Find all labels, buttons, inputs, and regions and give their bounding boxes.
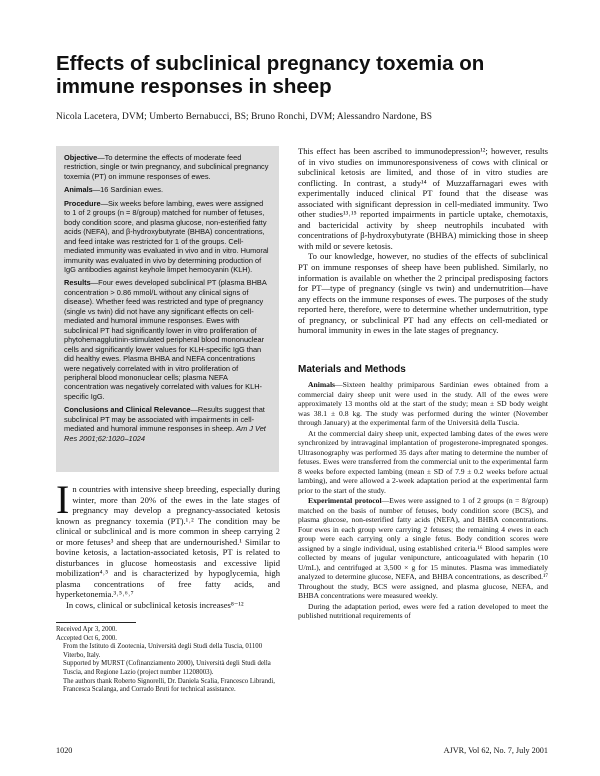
animals-heading: Animals: [64, 185, 93, 195]
methods-paragraph-4: During the adaptation period, ewes were fed a ration developed to meet the published nutritional requirements of: [298, 601, 548, 620]
abstract-animals: Animals—16 Sardinian ewes.: [64, 185, 164, 195]
intro-paragraph-2: In cows, clinical or subclinical ketosis increases⁸⁻¹²: [66, 600, 244, 611]
footnote-separator: [56, 622, 136, 623]
methods-animals-text: Sixteen healthy primiparous Sardinian ewes obtained from a commercial dairy sheep unit were used in the study. All of the ewes were approximately 13 months old at the start of the study; mean ± SD body weight was 38.1 ± 0.8 kg. The study was performed during the winter (November through January) at the experimental farm of the Università della Tuscia.: [298, 380, 548, 427]
results-heading: Results: [64, 278, 91, 288]
abstract-citation: Am J Vet Res 2001;62:1020–1024: [64, 424, 266, 443]
author-list: Nicola Lacetera, DVM; Umberto Bernabucci, BS; Bruno Ronchi, DVM; Alessandro Nardone, BS: [56, 112, 433, 122]
footnote-received: Received Apr 3, 2000.: [56, 626, 117, 633]
abstract-box: [56, 146, 279, 472]
footnotes: [56, 626, 280, 736]
article-title: Effects of subclinical pregnancy toxemia on immune responses in sheep: [56, 52, 485, 98]
protocol-text: Ewes were assigned to 1 of 2 groups (n = 8/group) matched on the basis of number of fetuses, body condition score (BCS), and plasma glucose, non-esterified fatty acids (NEFA), and BHBA concentrations. Four ewes in each group were carrying 2 fetuses; the remaining 4 ewes in each group were each carrying only a single fetus. Body condition scores were assigned by a single individual, using established criteria.¹⁶ Blood samples were collected by means of jugular venipuncture, anticoagulated with heparin (10 U/mL), and centrifuged at 3,500 × g for 15 minutes. Plasma was immediately analyzed to determine glucose, NEFA, and BHBA concentrations, as described.¹⁷ Throughout the study, BCS were assigned, and plasma glucose, NEFA, and BHBA concentrations were measured weekly.: [298, 496, 548, 600]
abstract-objective: Objective—To determine the effects of moderate feed restriction, single or twin pregnancy, and subclinical pregnancy toxemia (PT) on immune responses of ewes.: [64, 153, 269, 181]
methods-animals-heading: Animals: [308, 380, 336, 389]
page-number: 1020: [56, 746, 73, 755]
footnote-affiliation: From the Istituto di Zootecnia, Università degli Studi della Tuscia, 01100 Viterbo, Italy.: [63, 643, 263, 659]
section-heading-methods: Materials and Methods: [298, 364, 406, 375]
procedure-heading: Procedure: [64, 198, 101, 208]
abstract-results: Results—Four ewes developed subclinical PT (plasma BHBA concentration > 0.86 mmol/L without any clinical signs of disease). Whether feed was restricted and type of pregnancy (single vs twin) did not have any significant effects on cell-mediated and humoral immune responses. Ewes with subclinical PT had significantly lower in vitro proliferation of phytohemagglutinin-stimulated peripheral blood mononuclear cells and significantly lower values for KLH-specific IgG than did healthy ewes. Plasma BHBA and NEFA concentrations were negatively correlated with in vitro proliferation of peripheral blood mononuclear cells; plasma NEFA concentration was negatively correlated with values for KLH-specific IgG.: [64, 278, 267, 401]
methods-animals: Animals—Sixteen healthy primiparous Sardinian ewes obtained from a commercial dairy sheep unit were used in the study. All of the ewes were approximately 13 months old at the start of the study; mean ± SD body weight was 38.1 ± 0.8 kg. The study was performed during the winter (November through January) at the experimental farm of the Università della Tuscia.: [298, 380, 548, 427]
objective-text: To determine the effects of moderate feed restriction, single or twin pregnancy, and subclinical pregnancy toxemia (PT) on immune responses of ewes.: [64, 153, 269, 181]
animals-text: 16 Sardinian ewes.: [100, 185, 164, 195]
procedure-text: Six weeks before lambing, ewes were assigned to 1 of 2 groups (n = 8/group) matched for number of fetuses, body condition score, and plasma glucose, non-esterified fatty acids (NEFA), and β-hydroxybutyrate (BHBA) concentrations, and feed intake was restricted for 1 of the groups. Cell-mediated immunity was evaluated in vivo and in vitro. Humoral immunity was evaluated in vivo by determining production of IgG antibodies against keyhole limpet hemocyanin (KLH).: [64, 198, 269, 274]
footnote-acknowledgment: The authors thank Roberto Signorelli, Dr. Daniela Scalia, Francesco Librandi, Francesca Scalanga, and Corrado Bruti for technical assistance.: [63, 677, 275, 694]
objective-heading: Objective: [64, 153, 98, 162]
protocol-heading: Experimental protocol: [308, 496, 382, 505]
abstract-procedure: Procedure—Six weeks before lambing, ewes were assigned to 1 of 2 groups (n = 8/group) matched for number of fetuses, body condition score, and plasma glucose, non-esterified fatty acids (NEFA), and β-hydroxybutyrate (BHBA) concentrations, and feed intake was restricted for 1 of the groups. Cell-mediated immunity was evaluated in vivo and in vitro. Humoral immunity was evaluated in vivo by determining production of IgG antibodies against keyhole limpet hemocyanin (KLH).: [64, 198, 269, 274]
conclusions-heading: Conclusions and Clinical Relevance: [64, 405, 191, 415]
abstract-conclusions: Conclusions and Clinical Relevance—Results suggest that subclinical PT may be associated with impairments in cell-mediated and humoral immune responses in sheep. Am J Vet Res 2001;62:1020–1024: [64, 405, 266, 443]
intro-column: [56, 484, 280, 614]
conclusions-text: Results suggest that subclinical PT may be associated with impairments in cell-mediated and humoral immune responses in sheep.: [64, 405, 265, 434]
intro-paragraph-1: [56, 484, 280, 600]
footnote-support: Supported by MURST (Cofinanziamento 2000), Università degli Studi della Tuscia, and Regione Lazio (project number 11208003).: [63, 660, 271, 676]
footnote-accepted: Accepted Oct 6, 2000.: [56, 634, 117, 642]
methods-protocol: Experimental protocol—Ewes were assigned to 1 of 2 groups (n = 8/group) matched on the basis of number of fetuses, body condition score (BCS), and plasma glucose, non-esterified fatty acids (NEFA), and BHBA concentrations. Four ewes in each group were carrying 2 fetuses; the remaining 4 ewes in each group were each carrying only a single fetus. Body condition scores were assigned by a single individual, using established criteria.¹⁶ Blood samples were collected by means of jugular venipuncture, anticoagulated with heparin (10 U/mL), and centrifuged at 3,500 × g for 15 minutes. Plasma was immediately analyzed to determine glucose, NEFA, and BHBA concentrations, as described.¹⁷ Throughout the study, BCS were assigned, and plasma glucose, NEFA, and BHBA concentrations were measured weekly.: [298, 496, 548, 600]
right-paragraph-1: This effect has been ascribed to immunodepression¹²; however, results of in vivo studies on immunoresponsiveness of cows with clinical or subclinical ketosis are limited, and those of in vitro studies are conflicting. In contrast, a study¹⁴ of Muzzaffarnagari ewes with experimentally induced clinical PT found that the disease was associated with significant depression in cell-mediated immunity. Two other studies¹³˒¹⁵ reported impairments in particle uptake, chemotaxis, and bactericidal activity by sheep neutrophils incubated with concentrations of β-hydroxybutyrate (BHBA) mimicking those in sheep with mild or severe ketosis.: [298, 146, 548, 251]
intro-continued-column: [298, 146, 548, 356]
methods-column: [298, 380, 548, 735]
right-paragraph-2: To our knowledge, however, no studies of the effects of subclinical PT on immune responses of sheep have been published. Similarly, no information is available on whether the 2 principal predisposing factors for PT—type of pregnancy (single vs twin) and undernutrition—have any effects on the immune responses of ewes. The purposes of the study reported here, therefore, were to determine whether undernutrition, type of pregnancy, or subclinical PT had any effects on cell-mediated or humoral immunity in ewes in the late stages of pregnancy.: [298, 251, 548, 336]
drop-cap: I: [56, 484, 70, 522]
results-text: Four ewes developed subclinical PT (plasma BHBA concentration > 0.86 mmol/L without any clinical signs of disease). Whether feed was restricted and type of pregnancy (single vs twin) did not have any significant effects on cell-mediated and humoral immune responses. Ewes with subclinical PT had significantly lower in vitro proliferation of phytohemagglutinin-stimulated peripheral blood mononuclear cells and significantly lower values for KLH-specific IgG than did healthy ewes. Plasma BHBA and NEFA concentrations were negatively correlated with in vitro proliferation of peripheral blood mononuclear cells; plasma NEFA concentration was negatively correlated with values for KLH-specific IgG.: [64, 278, 267, 401]
methods-paragraph-2: At the commercial dairy sheep unit, expected lambing dates of the ewes were synchronized by intravaginal implantation of progesterone-impregnated sponges. Ultrasonography was performed 35 days after mating to determine the number of fetuses. Ewes were transferred from the commercial unit to the experimental farm 8 weeks before expected lambing (mean ± SD of 7.9 ± 0.2 weeks before actual lambing), and were allowed a 2-week adaptation period at the experimental farm prior to the start of the study.: [298, 428, 548, 495]
intro-text-1: n countries with intensive sheep breeding, especially during winter, more than 20% of the ewes in the late stages of pregnancy may develop a pregnancy-associated ketosis known as pregnancy toxemia (PT).¹˒² The condition may be clinical or subclinical and is more common in sheep carrying 2 or more fetuses³ and sheep that are undernourished.¹ Similar to bovine ketosis, a lactation-associated ketosis, PT is related to disturbances in glucose homeostasis and excessive lipid mobilization⁴˒⁵ and is characterized by hypoglycemia, high plasma concentrations of free fatty acids, and hyperketonemia.³˒⁵˒⁶˒⁷: [56, 484, 280, 600]
journal-footer: AJVR, Vol 62, No. 7, July 2001: [443, 746, 548, 755]
